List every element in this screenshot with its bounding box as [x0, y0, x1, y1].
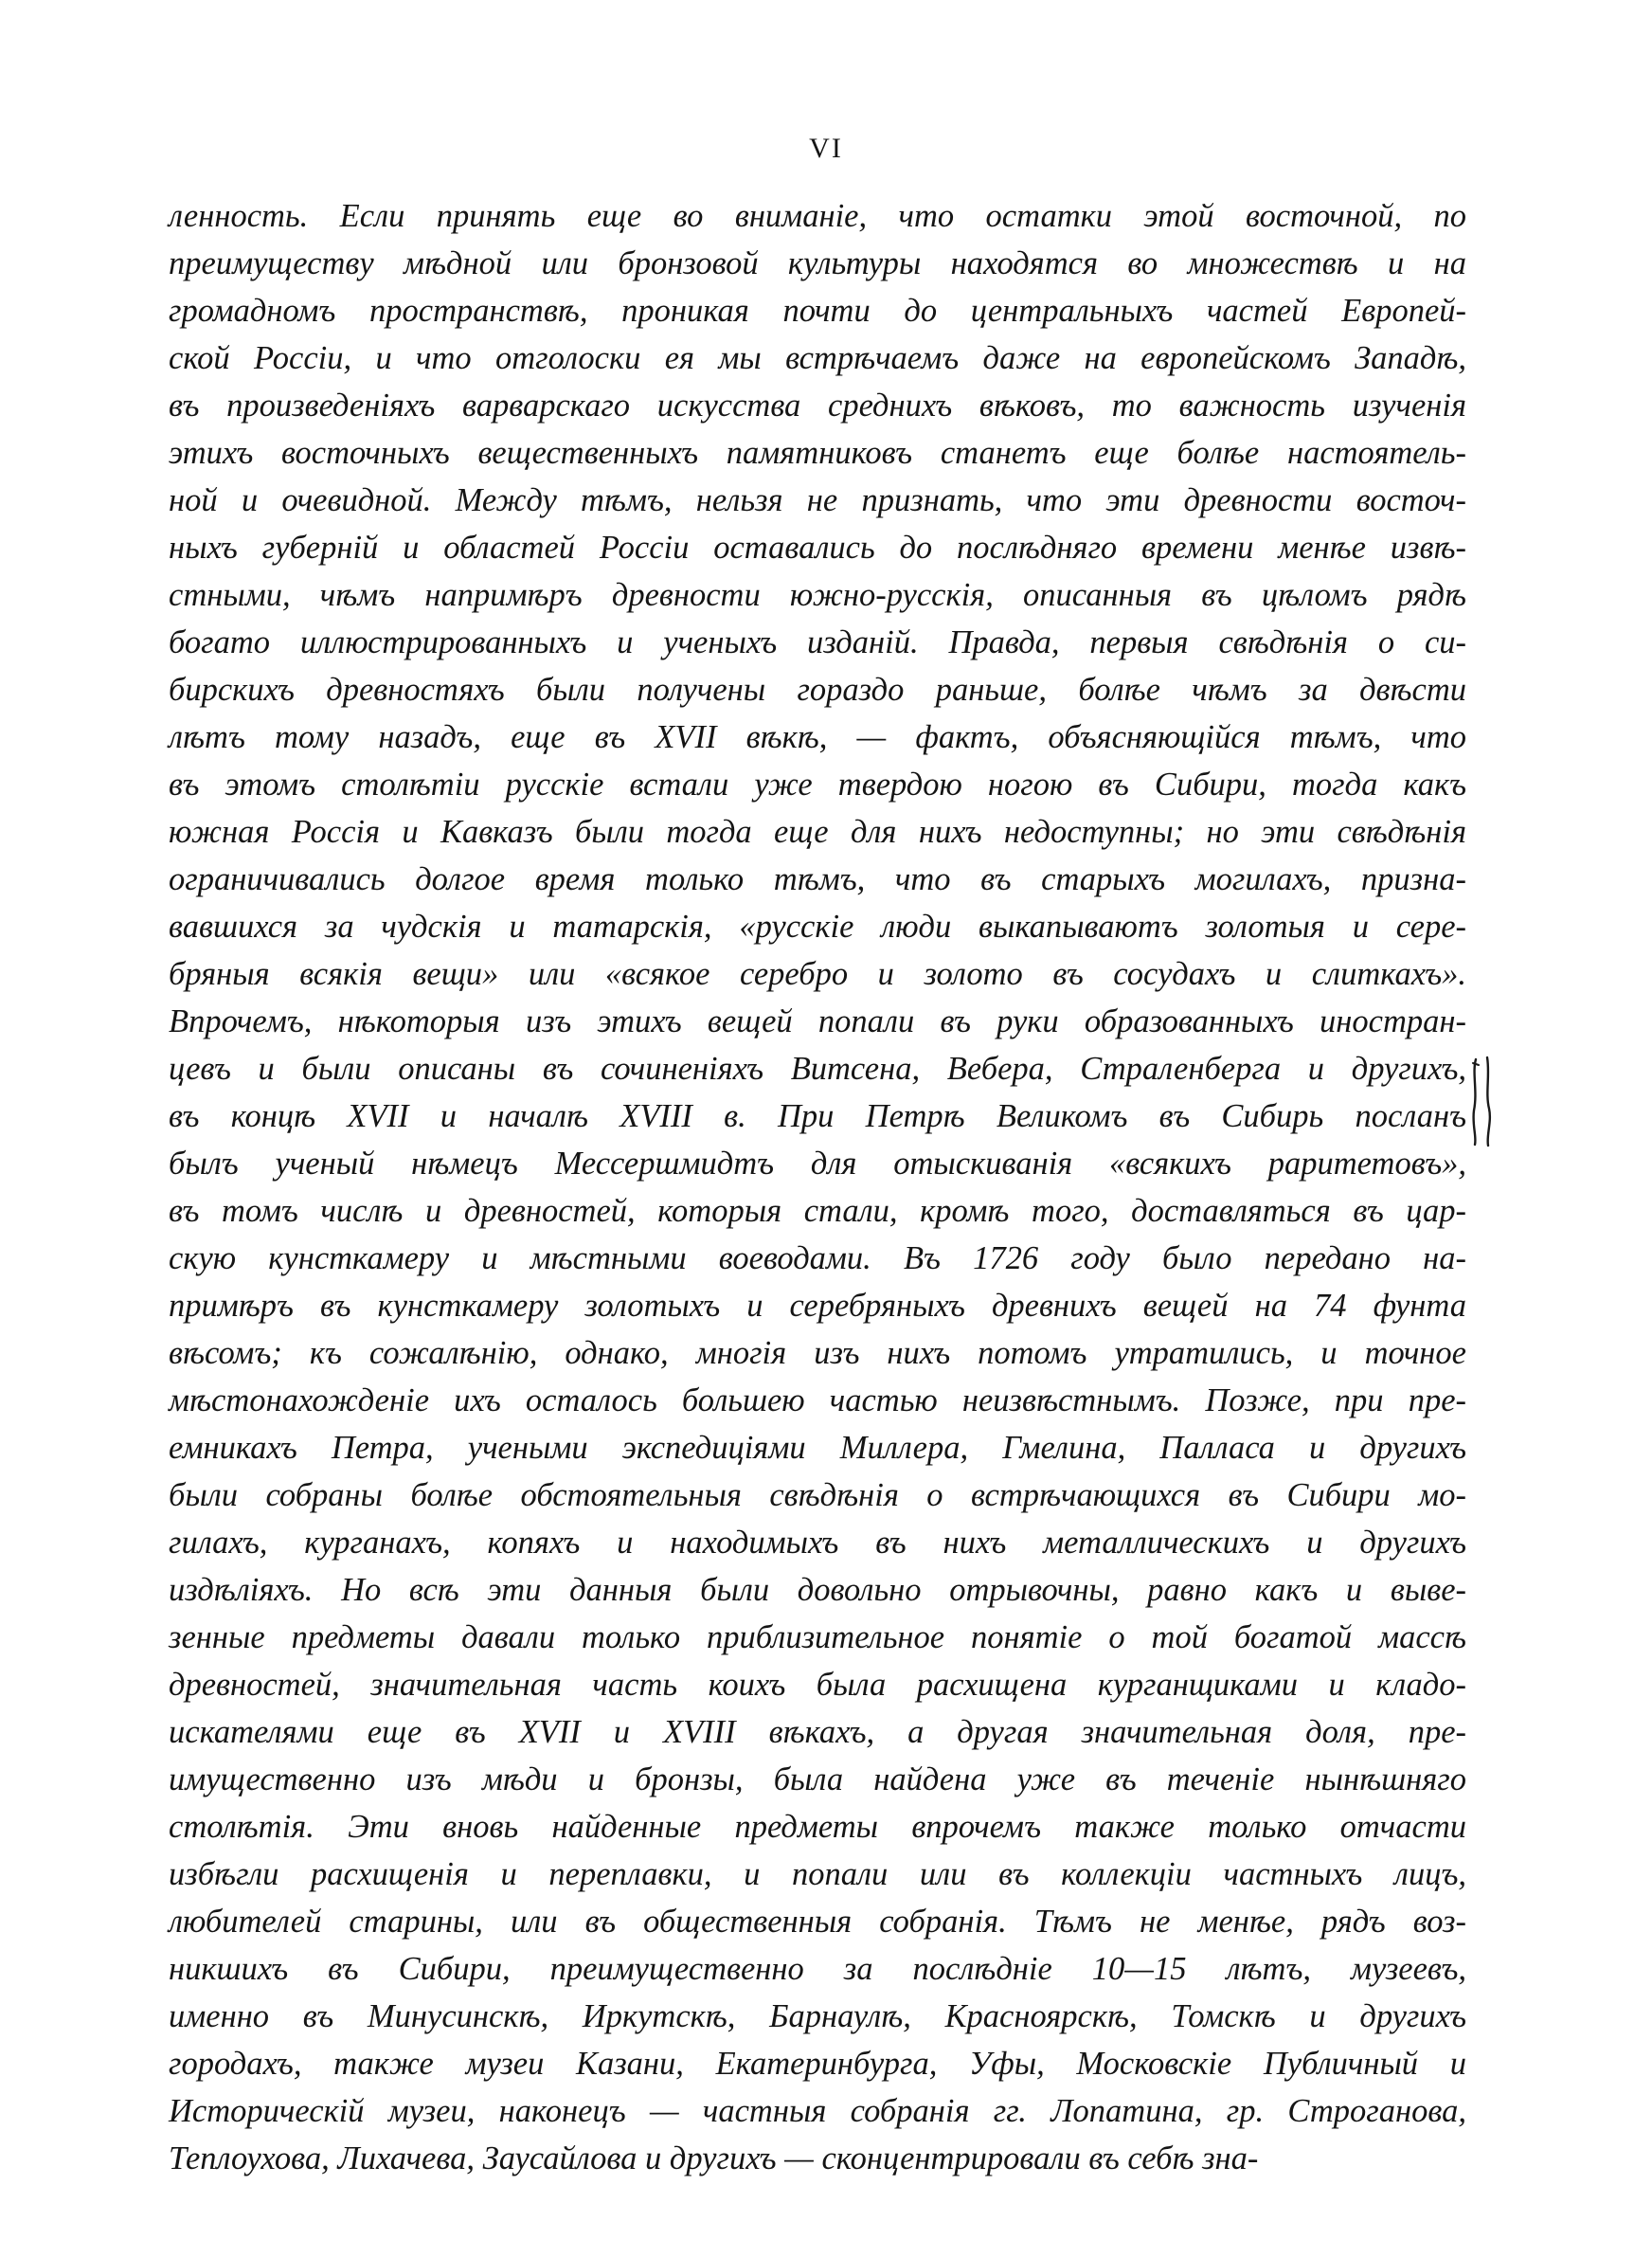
text-line: городахъ, также музеи Казани, Екатеринбурга, Уфы, Московскіе Публичный и [169, 2046, 1466, 2082]
text-line: емникахъ Петра, учеными экспедиціями Миллера, Гмелина, Палласа и другихъ [169, 1430, 1466, 1466]
text-line: ной и очевидной. Между тѣмъ, нельзя не признать, что эти древности восточ- [169, 482, 1466, 518]
text-line: громадномъ пространствѣ, проникая почти до центральныхъ частей Европей- [169, 293, 1466, 329]
text-line: никшихъ въ Сибири, преимущественно за послѣдніе 10—15 лѣтъ, музеевъ, [169, 1951, 1466, 1987]
text-line: южная Россія и Кавказъ были тогда еще для нихъ недоступны; но эти свѣдѣнія [169, 814, 1466, 850]
text-line: преимуществу мѣдной или бронзовой культуры находятся во множествѣ и на [169, 245, 1466, 281]
text-line: въ томъ числѣ и древностей, которыя стали, кромѣ того, доставляться въ цар- [169, 1193, 1466, 1229]
text-line: цевъ и были описаны въ сочиненіяхъ Витсена, Вебера, Страленберга и другихъ, [169, 1051, 1466, 1087]
text-line: ской Россіи, и что отголоски ея мы встрѣчаемъ даже на европейскомъ Западѣ, [169, 340, 1466, 376]
text-line: бирскихъ древностяхъ были получены гораздо раньше, болѣе чѣмъ за двѣсти [169, 672, 1466, 708]
text-line: бряныя всякія вещи» или «всякое серебро и золото въ сосудахъ и слиткахъ». [169, 956, 1466, 992]
text-line: древностей, значительная часть коихъ была расхищена курганщиками и кладо- [169, 1667, 1466, 1703]
text-line: именно въ Минусинскѣ, Иркутскѣ, Барнаулѣ, Красноярскѣ, Томскѣ и другихъ [169, 1998, 1466, 2034]
text-line: ныхъ губерній и областей Россіи оставались до послѣдняго времени менѣе извѣ- [169, 530, 1466, 566]
text-line: столѣтія. Эти вновь найденные предметы впрочемъ также только отчасти [169, 1809, 1466, 1845]
page-number: VI [809, 133, 843, 164]
text-line: ленность. Если принять еще во вниманіе, что остатки этой восточной, по [169, 198, 1466, 234]
margin-bracket-mark [1470, 1054, 1495, 1148]
text-line: Теплоухова, Лихачева, Заусайлова и другихъ — сконцентрировали въ себѣ зна- [169, 2140, 1259, 2176]
text-line: былъ ученый нѣмецъ Мессершмидтъ для отыскиванія «всякихъ раритетовъ», [169, 1146, 1466, 1182]
body-text [169, 192, 1466, 2182]
text-line: Впрочемъ, нѣкоторыя изъ этихъ вещей попали въ руки образованныхъ иностран- [169, 1003, 1466, 1039]
text-line: въ концѣ XVII и началѣ XVIII в. При Петрѣ Великомъ въ Сибирь посланъ [169, 1098, 1466, 1134]
text-line: ограничивались долгое время только тѣмъ, что въ старыхъ могилахъ, призна- [169, 861, 1466, 897]
text-line: зенные предметы давали только приблизительное понятіе о той богатой массѣ [169, 1619, 1466, 1655]
text-line: издѣліяхъ. Но всѣ эти данныя были довольно отрывочны, равно какъ и выве- [169, 1572, 1466, 1608]
text-line: были собраны болѣе обстоятельныя свѣдѣнія о встрѣчающихся въ Сибири мо- [169, 1477, 1466, 1513]
text-line: вѣсомъ; къ сожалѣнію, однако, многія изъ нихъ потомъ утратились, и точное [169, 1335, 1466, 1371]
text-line: лѣтъ тому назадъ, еще въ XVII вѣкѣ, — фактъ, объясняющійся тѣмъ, что [169, 719, 1466, 755]
text-line: скую кунсткамеру и мѣстными воеводами. Въ 1726 году было передано на- [169, 1240, 1466, 1276]
text-line: любителей старины, или въ общественныя собранія. Тѣмъ не менѣе, рядъ воз- [169, 1904, 1466, 1940]
text-line: вавшихся за чудскія и татарскія, «русскіе люди выкапываютъ золотыя и сере- [169, 909, 1466, 945]
text-line: этихъ восточныхъ вещественныхъ памятниковъ станетъ еще болѣе настоятель- [169, 435, 1466, 471]
text-line: богато иллюстрированныхъ и ученыхъ изданій. Правда, первыя свѣдѣнія о си- [169, 624, 1466, 660]
text-line: примѣръ въ кунсткамеру золотыхъ и серебряныхъ древнихъ вещей на 74 фунта [169, 1288, 1466, 1324]
text-line: гилахъ, курганахъ, копяхъ и находимыхъ въ нихъ металлическихъ и другихъ [169, 1525, 1466, 1561]
text-line: въ этомъ столѣтіи русскіе встали уже твердою ногою въ Сибири, тогда какъ [169, 767, 1466, 803]
text-line: въ произведеніяхъ варварскаго искусства среднихъ вѣковъ, то важность изученія [169, 388, 1466, 424]
text-line: избѣгли расхищенія и переплавки, и попали или въ коллекціи частныхъ лицъ, [169, 1856, 1466, 1892]
text-line: имущественно изъ мѣди и бронзы, была найдена уже въ теченіе нынѣшняго [169, 1761, 1466, 1797]
text-line: искателями еще въ XVII и XVIII вѣкахъ, а другая значительная доля, пре- [169, 1714, 1466, 1750]
text-line: стными, чѣмъ напримѣръ древности южно-русскія, описанныя въ цѣломъ рядѣ [169, 577, 1466, 613]
text-line: мѣстонахожденіе ихъ осталось большею частью неизвѣстнымъ. Позже, при пре- [169, 1382, 1466, 1418]
text-line: Историческій музеи, наконецъ — частныя собранія гг. Лопатина, гр. Строганова, [169, 2093, 1466, 2129]
